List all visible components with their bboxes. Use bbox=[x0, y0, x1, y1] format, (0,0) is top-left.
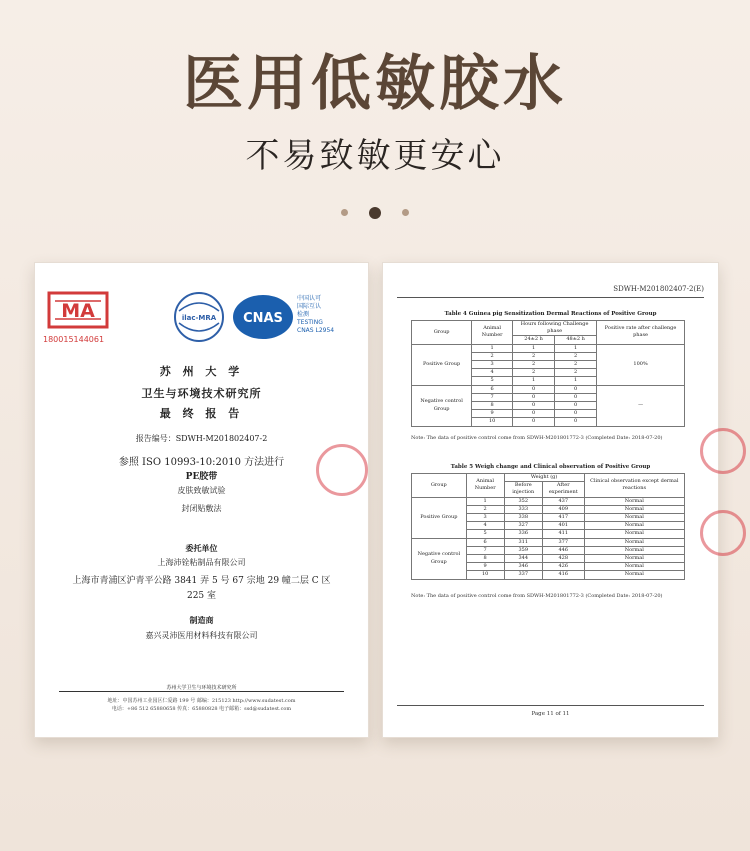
table-cell: 2 bbox=[555, 369, 597, 377]
table-cell: 0 bbox=[555, 418, 597, 426]
table-cell: Normal bbox=[584, 530, 684, 538]
table-cell: 1 bbox=[513, 377, 555, 385]
table-cell: 352 bbox=[504, 497, 542, 505]
client-name: 上海沛铨粘制品有限公司 bbox=[157, 558, 246, 567]
table-cell: 401 bbox=[542, 522, 584, 530]
table-header: Animal Number bbox=[472, 321, 513, 345]
table-cell: Normal bbox=[584, 563, 684, 571]
table-cell: 7 bbox=[472, 393, 513, 401]
table-cell: 0 bbox=[513, 402, 555, 410]
table-row bbox=[412, 385, 685, 393]
red-seal-stamp bbox=[700, 510, 746, 556]
report-id: SDWH-M201802407-2(E) bbox=[613, 285, 704, 293]
table-cell: 0 bbox=[555, 393, 597, 401]
table-row bbox=[412, 538, 685, 546]
table-cell: 8 bbox=[472, 402, 513, 410]
carousel-dot-2-active[interactable] bbox=[369, 207, 381, 219]
red-seal-stamp bbox=[700, 428, 746, 474]
table5-caption: Table 5 Weigh change and Clinical observation of Positive Group bbox=[450, 464, 651, 470]
footer-address: 地址：中国苏州工业园区仁爱路 199 号 邮编：215123 http://www.sudatest.com bbox=[107, 698, 296, 704]
table-cell: 2 bbox=[555, 361, 597, 369]
institute-name: 卫生与环境技术研究所 bbox=[141, 387, 262, 400]
table-cell: 338 bbox=[504, 514, 542, 522]
table-cell: 9 bbox=[466, 563, 504, 571]
table-cell: 2 bbox=[555, 352, 597, 360]
table-cell: 0 bbox=[513, 418, 555, 426]
table-subheader: After experiment bbox=[542, 482, 584, 497]
table-header: Weight (g) bbox=[504, 474, 584, 482]
page-subtitle: 不易致敏更安心 bbox=[245, 136, 505, 176]
carousel-dot-1[interactable] bbox=[341, 209, 348, 216]
group-name: Positive Group bbox=[412, 344, 472, 385]
table-cell: 10 bbox=[472, 418, 513, 426]
table-header: Positive rate after challenge phase bbox=[597, 321, 685, 345]
table-cell: 411 bbox=[542, 530, 584, 538]
ilac-mra-logo-icon bbox=[173, 291, 225, 343]
manufacturer-label: 制造商 bbox=[189, 615, 214, 625]
positive-rate: 100% bbox=[597, 344, 685, 385]
table-cell: 2 bbox=[513, 352, 555, 360]
table-cell: 9 bbox=[472, 410, 513, 418]
red-seal-stamp bbox=[316, 444, 368, 496]
table4-caption: Table 4 Guinea pig Sensitization Dermal Reactions of Positive Group bbox=[444, 311, 657, 317]
table-cell: 2 bbox=[513, 361, 555, 369]
table-cell: 4 bbox=[466, 522, 504, 530]
table5-weight bbox=[411, 473, 685, 580]
table5-note: Note: The data of positive control come from SDWH-M201801772-3 (Completed Date: 2018-07-20) bbox=[411, 593, 663, 599]
certificate-cover-page bbox=[34, 262, 369, 738]
footer-contact: 电话：+86 512 65880658 传真：65880828 电子邮箱：ssd@sudatest.com bbox=[111, 706, 292, 712]
table-cell: 409 bbox=[542, 505, 584, 513]
table-cell: 333 bbox=[504, 505, 542, 513]
test-name: 皮肤致敏试验 bbox=[177, 486, 226, 495]
group-name: Negative control Group bbox=[412, 385, 472, 426]
table-cell: 437 bbox=[542, 497, 584, 505]
client-label: 委托单位 bbox=[185, 543, 218, 553]
carousel-dots bbox=[0, 202, 750, 221]
table-cell: 10 bbox=[466, 571, 504, 579]
ma-number: 180015144061 bbox=[43, 335, 105, 344]
table-cell: 4 bbox=[472, 369, 513, 377]
table-cell: Normal bbox=[584, 571, 684, 579]
table-cell: 377 bbox=[542, 538, 584, 546]
table-cell: 428 bbox=[542, 555, 584, 563]
cnas-logo-icon bbox=[231, 293, 295, 341]
cma-logo-icon bbox=[47, 291, 109, 329]
client-address-line2: 225 室 bbox=[186, 591, 217, 601]
table-cell: Normal bbox=[584, 538, 684, 546]
table-cell: 417 bbox=[542, 514, 584, 522]
table-cell: Normal bbox=[584, 497, 684, 505]
table4-note: Note: The data of positive control come from SDWH-M201801772-3 (Completed Date: 2018-07-20) bbox=[411, 435, 663, 441]
table-cell: 8 bbox=[466, 555, 504, 563]
page-number: Page 11 of 11 bbox=[531, 711, 570, 717]
table-cell: Normal bbox=[584, 505, 684, 513]
footer-divider bbox=[59, 691, 344, 692]
header-divider bbox=[397, 297, 704, 298]
table-subheader: 48±2 h bbox=[555, 336, 597, 344]
footer-org: 苏州大学卫生与环境技术研究所 bbox=[166, 685, 237, 691]
page-title: 医用低敏胶水 bbox=[183, 49, 567, 119]
table-cell: 5 bbox=[472, 377, 513, 385]
table-cell: Normal bbox=[584, 522, 684, 530]
table-cell: 6 bbox=[466, 538, 504, 546]
table-cell: 1 bbox=[466, 497, 504, 505]
table-row bbox=[412, 497, 685, 505]
certificate-results-page bbox=[382, 262, 719, 738]
table-cell: 3 bbox=[466, 514, 504, 522]
manufacturer-name: 嘉兴灵沛医用材料科技有限公司 bbox=[145, 631, 258, 640]
table-cell: 2 bbox=[472, 352, 513, 360]
table-cell: 1 bbox=[472, 344, 513, 352]
table-cell: 0 bbox=[555, 385, 597, 393]
table-subheader: 24±2 h bbox=[513, 336, 555, 344]
cnas-text: 中国认可 国际互认 检测 TESTING CNAS L2954 bbox=[297, 295, 335, 334]
table4-sensitization bbox=[411, 320, 685, 427]
carousel-dot-3[interactable] bbox=[402, 209, 409, 216]
table-cell: Normal bbox=[584, 555, 684, 563]
table-cell: 359 bbox=[504, 546, 542, 554]
table-cell: 0 bbox=[513, 393, 555, 401]
table-cell: 337 bbox=[504, 571, 542, 579]
table-cell: 416 bbox=[542, 571, 584, 579]
table-cell: 446 bbox=[542, 546, 584, 554]
table-cell: 0 bbox=[513, 385, 555, 393]
footer-divider bbox=[397, 705, 704, 706]
table-cell: 7 bbox=[466, 546, 504, 554]
table-header: Clinical observation except dermal reactions bbox=[584, 474, 684, 498]
table-cell: 1 bbox=[513, 344, 555, 352]
positive-rate: — bbox=[597, 385, 685, 426]
table-cell: 5 bbox=[466, 530, 504, 538]
product-name: PE胶带 bbox=[185, 472, 218, 482]
table-header: Animal Number bbox=[466, 474, 504, 498]
group-name: Negative control Group bbox=[412, 538, 467, 579]
university-name: 苏 州 大 学 bbox=[159, 365, 244, 378]
table-cell: 311 bbox=[504, 538, 542, 546]
table-cell: 327 bbox=[504, 522, 542, 530]
table-cell: 2 bbox=[513, 369, 555, 377]
test-standard: 参照 ISO 10993-10:2010 方法进行 bbox=[118, 457, 285, 468]
table-cell: 0 bbox=[513, 410, 555, 418]
ilac-label: ilac-MRA bbox=[181, 314, 217, 322]
table-cell: 3 bbox=[472, 361, 513, 369]
group-name: Positive Group bbox=[412, 497, 467, 538]
table-header: Group bbox=[412, 321, 472, 345]
cnas-label: CNAS bbox=[243, 311, 283, 326]
table-subheader: Before injection bbox=[504, 482, 542, 497]
table-cell: 336 bbox=[504, 530, 542, 538]
client-address-line1: 上海市青浦区沪青平公路 3841 弄 5 号 67 宗地 29 幢二层 C 区 bbox=[72, 576, 331, 586]
table-cell: 1 bbox=[555, 344, 597, 352]
table-cell: 346 bbox=[504, 563, 542, 571]
final-report-heading: 最 终 报 告 bbox=[159, 407, 244, 420]
table-header: Hours following Challenge phase bbox=[513, 321, 597, 336]
table-cell: 2 bbox=[466, 505, 504, 513]
table-cell: 6 bbox=[472, 385, 513, 393]
table-cell: 0 bbox=[555, 410, 597, 418]
table-cell: 426 bbox=[542, 563, 584, 571]
application-method: 封闭贴敷法 bbox=[181, 504, 222, 513]
ma-label: MA bbox=[61, 300, 95, 322]
table-row bbox=[412, 344, 685, 352]
table-cell: 0 bbox=[555, 402, 597, 410]
table-cell: 1 bbox=[555, 377, 597, 385]
table-cell: Normal bbox=[584, 514, 684, 522]
table-cell: Normal bbox=[584, 546, 684, 554]
table-header: Group bbox=[412, 474, 467, 498]
report-number: 报告编号：SDWH-M201802407-2 bbox=[135, 434, 268, 443]
table-cell: 344 bbox=[504, 555, 542, 563]
